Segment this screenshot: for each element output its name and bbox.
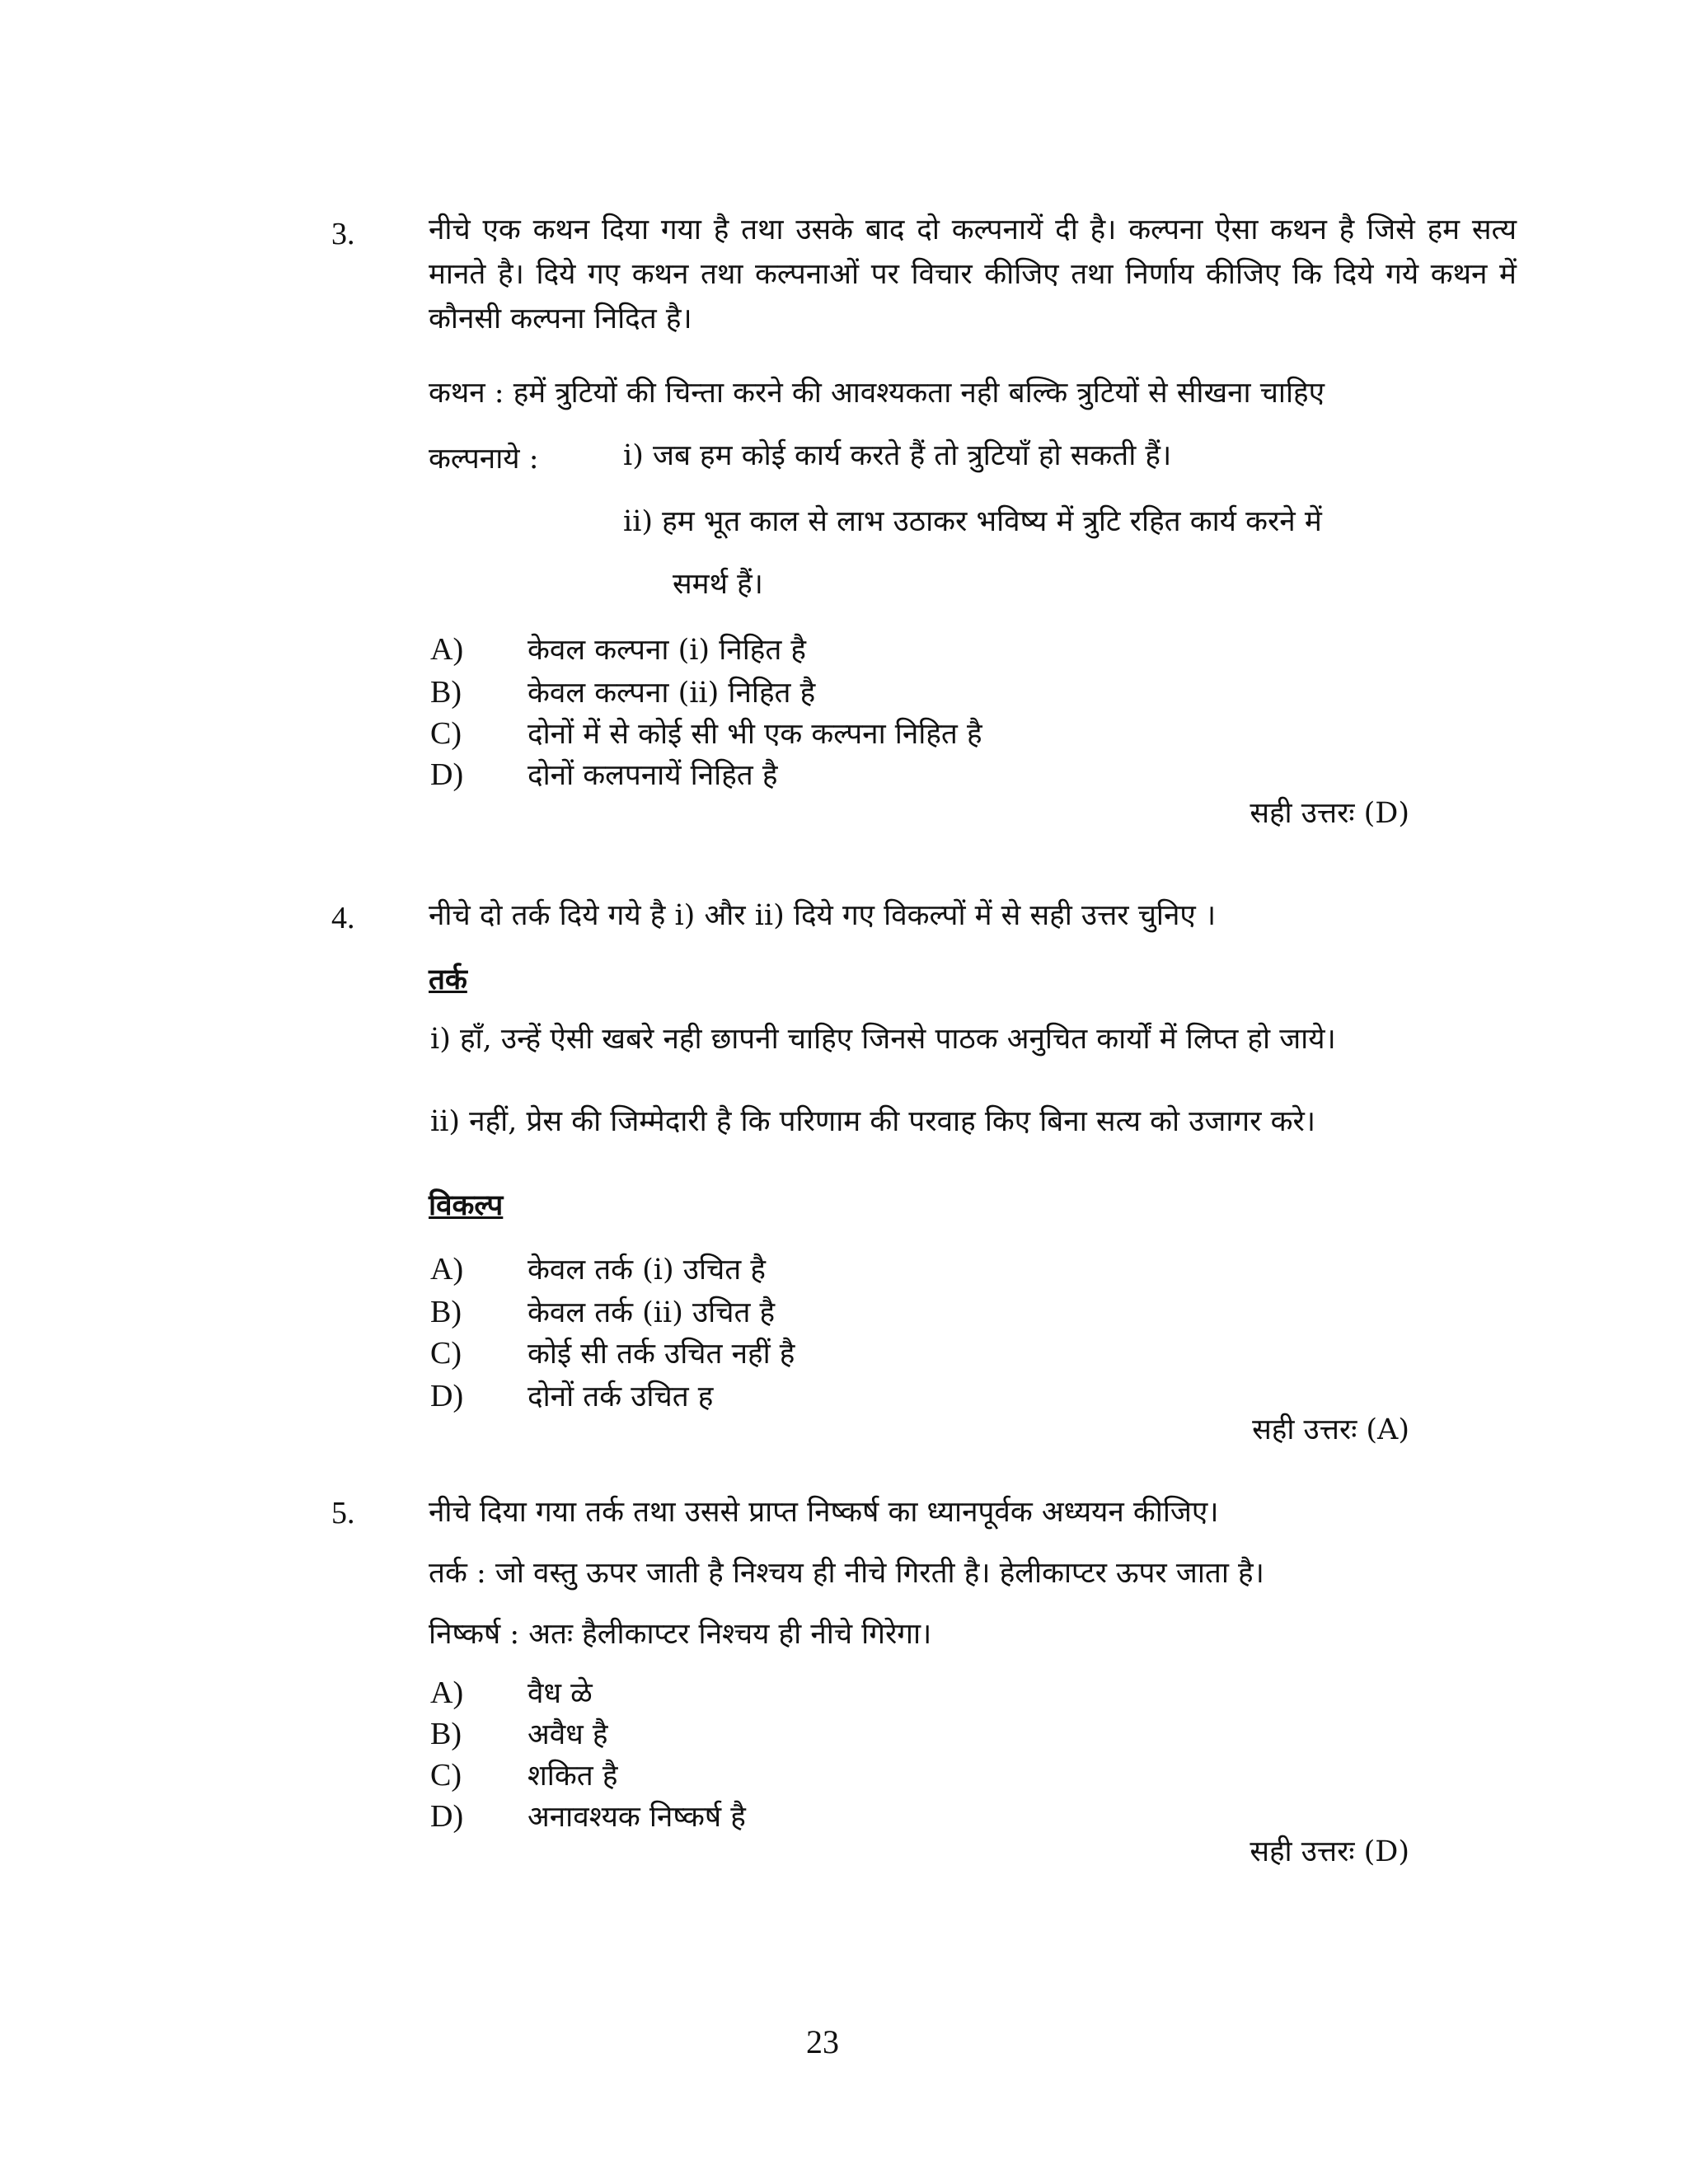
q5-conclusion: निष्कर्ष : अतः हैलीकाप्टर निश्चय ही नीचे गिरेगा।	[429, 1618, 932, 1651]
q3-answer: सही उत्तरः (D)	[1250, 797, 1409, 830]
q4-option-d-text: दोनों तर्क उचित ह	[528, 1380, 714, 1413]
q5-option-c-text: शकित है	[528, 1760, 618, 1793]
q3-option-b-label: B)	[430, 675, 462, 710]
q4-arg-2: ii) नहीं, प्रेस की जिम्मेदारी है कि परिणाम की परवाह किए बिना सत्य को उजागर करे।	[430, 1105, 1316, 1138]
q4-option-b-text: केवल तर्क (ii) उचित है	[528, 1296, 776, 1329]
q3-option-a-text: केवल कल्पना (i) निहित है	[528, 634, 807, 667]
q5-stem: नीचे दिया गया तर्क तथा उससे प्राप्त निष्कर्ष का ध्यानपूर्वक अध्ययन कीजिए।	[429, 1496, 1219, 1529]
q4-number: 4.	[331, 901, 355, 935]
q5-option-d-text: अनावश्यक निष्कर्ष है	[528, 1801, 746, 1834]
q4-option-a-text: केवल तर्क (i) उचित है	[528, 1254, 766, 1286]
q5-option-a-label: A)	[430, 1675, 464, 1710]
q5-option-b-text: अवैध है	[528, 1718, 608, 1751]
q4-heading-args: तर्क	[429, 963, 467, 996]
q5-number: 5.	[331, 1496, 355, 1530]
q4-heading-options: विकल्प	[429, 1188, 504, 1222]
q5-option-b-label: B)	[430, 1717, 462, 1751]
q3-assumption-2-cont: समर्थ हैं।	[673, 568, 763, 601]
q4-arg-1: i) हाँ, उन्हें ऐसी खबरे नही छापनी चाहिए जिनसे पाठक अनुचित कार्यों में लिप्त हो जाये।	[430, 1023, 1336, 1056]
q3-option-c-label: C)	[430, 716, 462, 751]
q5-option-d-label: D)	[430, 1799, 464, 1834]
page-number: 23	[806, 2023, 839, 2060]
q5-answer: सही उत्तरः (D)	[1250, 1835, 1409, 1868]
q3-option-d-text: दोनों कलपनायें निहित है	[528, 759, 778, 792]
q5-argument: तर्क : जो वस्तु ऊपर जाती है निश्चय ही नीचे गिरती है। हेलीकाप्टर ऊपर जाता है।	[429, 1557, 1264, 1590]
q3-stem: नीचे एक कथन दिया गया है तथा उसके बाद दो कल्पनायें दी है। कल्पना ऐसा कथन है जिसे हम सत्य मानते है। दिये गए कथन तथा कल्पनाओं पर विचार कीजिए तथा निर्णाय कीजिए कि दिये गये कथन में कौनसी कल्पना निदित है।	[429, 213, 1517, 335]
q5-option-a-text: वैध ळे	[528, 1677, 593, 1710]
q4-option-d-label: D)	[430, 1379, 464, 1413]
q3-option-b-text: केवल कल्पना (ii) निहित है	[528, 677, 816, 710]
q3-number: 3.	[331, 217, 355, 251]
q3-option-c-text: दोनों में से कोई सी भी एक कल्पना निहित है	[528, 718, 982, 751]
q3-option-d-label: D)	[430, 757, 464, 792]
q3-assumption-2: ii) हम भूत काल से लाभ उठाकर भविष्य में त्रुटि रहित कार्य करने में	[623, 505, 1322, 538]
q4-option-c-label: C)	[430, 1336, 462, 1371]
q4-answer: सही उत्तरः (A)	[1252, 1413, 1409, 1446]
q4-option-b-label: B)	[430, 1295, 462, 1329]
q4-stem: नीचे दो तर्क दिये गये है i) और ii) दिये गए विकल्पों में से सही उत्तर चुनिए ।	[429, 899, 1217, 932]
q3-statement: कथन : हमें त्रुटियों की चिन्ता करने की आवश्यकता नही बल्कि त्रुटियों से सीखना चाहिए	[429, 377, 1325, 410]
q4-option-a-label: A)	[430, 1252, 464, 1286]
q5-option-c-label: C)	[430, 1758, 462, 1793]
q3-option-a-label: A)	[430, 632, 464, 667]
q3-assumptions-label: कल्पनाये :	[429, 443, 539, 476]
q3-assumption-1: i) जब हम कोई कार्य करते हैं तो त्रुटियाँ हो सकती हैं।	[623, 439, 1172, 472]
q4-option-c-text: कोई सी तर्क उचित नहीं है	[528, 1338, 795, 1371]
